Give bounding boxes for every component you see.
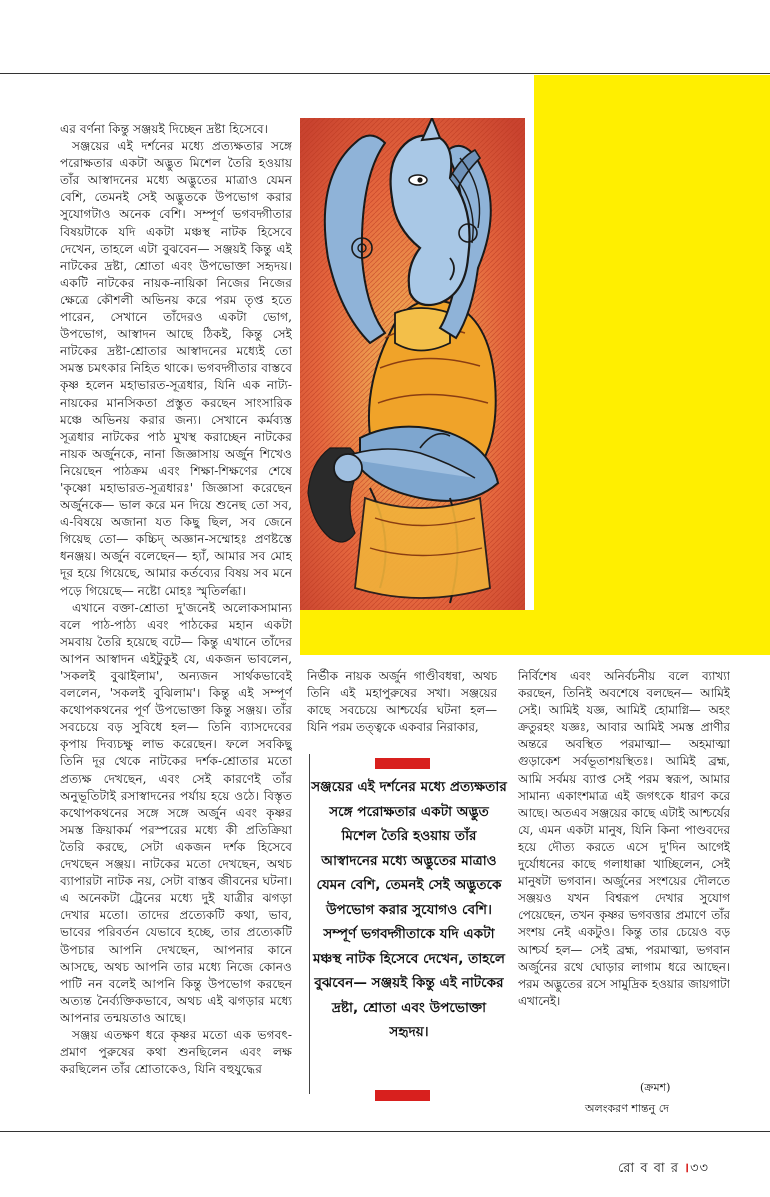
top-rule xyxy=(0,73,770,74)
page-number: ৩৩ xyxy=(690,1161,709,1176)
illustration-svg xyxy=(300,118,525,610)
article-right-column xyxy=(518,668,730,1068)
paragraph: নির্ভীক নায়ক অর্জুন গাণ্ডীবধন্বা, অথচ তিনি এই মহাপুরুষের সখা। সঞ্জয়ের কাছে সবচেয়ে আশ্চর্যের ঘটনা হল— যিনি পরম তত্ত্বকে একবার নিরাকার, xyxy=(307,669,497,734)
paragraph: এর বর্ণনা কিন্তু সঞ্জয়ই দিচ্ছেন দ্রষ্টা হিসেবে। xyxy=(60,122,268,136)
article-middle-column xyxy=(307,668,497,738)
paragraph: নির্বিশেষ এবং অনির্বচনীয় বলে ব্যাখ্যা করছেন, তিনিই অবশেষে বলছেন— আমিই সেই। আমিই যজ্ঞ, আমিই হোমাগ্নি— অহং ক্রতুরহং যজ্ঞঃ, আবার আমিই সমস্ত প্রাণীর অন্তরে অবস্থিত পরমাত্মা— অহমাত্মা গুড়াকেশ সর্বভূতাশয়স্থিতঃ। আমিই ব্রহ্ম, আমি সর্বময় ব্যাপ্ত সেই পরম স্বরূপ, আমার সামান্য একাংশমাত্র এই জগৎকে ধারণ করে আছে। অতএব সঞ্জয়ের কাছে এটাই আশ্চর্যের যে, এমন একটা মানুষ, যিনি কিনা পাণ্ডবদের হয়ে দৌত্য করতে এসে দু'দিন আগেই দুর্যোধনের কাছে গলাধাক্কা খাচ্ছিলেন, সেই মানুষটা ভগবান। অর্জুনের সংশয়ের দৌলতে সঞ্জয়ও যখন বিশ্বরূপ দেখার সুযোগ পেয়েছেন, তখন কৃষ্ণর ভগবত্তার প্রমাণে তাঁর সংশয় নেই একটুও। কিন্তু তার চেয়েও বড় আশ্চর্য হল— সেই ব্রহ্ম, পরমাত্মা, ভগবান অর্জুনের রথে ঘোড়ার লাগাম ধরে আছেন। পরম অদ্ভুতের রসে সামুদ্রিক হওয়ার জায়গাটা এখানেই। xyxy=(518,669,730,1008)
paragraph: এখানে বক্তা-শ্রোতা দু'জনেই অলোকসামান্য বলে পাঠ-পাঠ্য এবং পাঠকের মহান একটা সমবায় তৈরি হয়েছে বটে— কিন্তু এখানে তাঁদের আপন আস্বাদন এইটুকুই যে, একজন ভাবলেন, 'সকলই বুঝাইলাম', অন্যজন সার্থকভাবেই বললেন, 'সকলই বুঝিলাম'। কিন্তু এই সম্পূর্ণ কথোপকথনের পূর্ণ উপভোক্তা কিন্তু সঞ্জয়। তাঁর সবচেয়ে বড় সুবিধে হল— তিনি ব্যাসদেবের কৃপায় দিব্যচক্ষু লাভ করেছেন। ফলে সবকিছু তিনি দূর থেকে নাটকের দর্শক-শ্রোতার মতো প্রত্যক্ষ দেখছেন, এবং সেই কারণেই তাঁর অনুভূতিটাই রসাস্বাদনের পর্যায় হয়ে ওঠে। বিস্তৃত কথোপকথনের সঙ্গে সঙ্গে অর্জুন এবং কৃষ্ণর সমস্ত ক্রিয়াকর্ম পরস্পরের মধ্যে কী প্রতিক্রিয়া তৈরি করছে, সেটা একজন দর্শক হিসেবে দেখছেন সঞ্জয়। নাটকের মতো দেখছেন, অথচ ব্যাপারটা নাটক নয়, সেটা বাস্তব জীবনের ঘটনা। এ অনেকটা ট্রেনের মধ্যে দুই যাত্রীর ঝগড়া দেখার মতো। তাদের প্রত্যেকটি কথা, ভাব, ভাবের পরিবর্তন যেভাবে হচ্ছে, তার প্রত্যেকটি উপচার আপনি দেখছেন, আপনার কানে আসছে, অথচ আপনি তার মধ্যে নিজে কোনও পাটি নন বলেই আপনি কিন্তু উপভোগ করছেন অত্যন্ত নৈর্ব্যক্তিকভাবে, অথচ এই ঝগড়ার মধ্যে আপনার তন্ময়তাও আছে। xyxy=(60,600,292,1025)
paragraph: সঞ্জয় এতক্ষণ ধরে কৃষ্ণর মতো এক ভগবৎ-প্রমাণ পুরুষের কথা শুনছিলেন এবং লক্ষ করছিলেন তাঁর শ্রোতাকেও, যিনি বহুযুদ্ধের xyxy=(60,1027,292,1077)
footer-separator: । xyxy=(684,1161,691,1176)
pull-quote-text: সঞ্জয়ের এই দর্শনের মধ্যে প্রত্যক্ষতার সঙ্গে পরোক্ষতার একটা অদ্ভুত মিশেল তৈরি হওয়ায় তাঁর আস্বাদনের মধ্যে অদ্ভুতের মাত্রাও যেমন বেশি, তেমনই সেই অদ্ভুতকে উপভোগ করার সুযোগও বেশি। সম্পূর্ণ ভগবদ্গীতাকে যদি একটা মঞ্চস্থ নাটক হিসেবে দেখেন, তাহলে বুঝবেন— সঞ্জয়ই কিন্তু এই নাটকের দ্রষ্টা, শ্রোতা এবং উপভোক্তা সহৃদয়। xyxy=(311,779,507,1040)
pull-quote xyxy=(305,742,507,1112)
red-bar-bottom xyxy=(375,1090,430,1101)
page-footer xyxy=(618,1158,709,1180)
magazine-name: রো ব বা র xyxy=(618,1161,679,1176)
yellow-accent-strip xyxy=(300,610,535,655)
yellow-accent-block xyxy=(534,75,770,655)
article-left-column xyxy=(60,121,292,1121)
bottom-rule xyxy=(0,1131,770,1132)
illustration-krishna-carrying-figure xyxy=(300,118,525,610)
illustration-credit: অলংকরণ শান্তনু দে xyxy=(585,1102,669,1115)
paragraph: সঞ্জয়ের এই দর্শনের মধ্যে প্রত্যক্ষতার সঙ্গে পরোক্ষতার একটা অদ্ভুত মিশেল তৈরি হওয়ায় তাঁর আস্বাদনের মধ্যে অদ্ভুতের মাত্রাও যেমন বেশি, তেমনই সেই অদ্ভুতকে উপভোগ করার সুযোগটাও অনেক বেশি। সম্পূর্ণ ভগবদ্গীতার বিষয়টাকে যদি একটা মঞ্চস্থ নাটক হিসেবে দেখেন, তাহলে এটা বুঝবেন— সঞ্জয়ই কিন্তু এই নাটকের দ্রষ্টা, শ্রোতা এবং উপভোক্তা সহৃদয়। একটি নাটকের নায়ক-নায়িকা নিজের নিজের ক্ষেত্রে কৌশলী অভিনয় করে পরম তৃপ্ত হতে পারেন, সেখানে তাঁদেরও একটা ভোগ, উপভোগ, আস্বাদন আছে ঠিকই, কিন্তু সেই নাটকের দ্রষ্টা-শ্রোতার আস্বাদনের মধ্যেই তো সমস্ত চমৎকার নিহিত থাকে। ভগবদ্গীতার বাস্তবে কৃষ্ণ হলেন মহাভারত-সূত্রধার, যিনি এক নাট্য-নায়কের মানসিকতা প্রস্তুত করছেন সাংসারিক মঞ্চে অভিনয় করার জন্য। সেখানে কর্মব্যস্ত সূত্রধার নাটকের পাঠ মুখস্থ করাচ্ছেন নাটকের নায়ক অর্জুনকে, নানা জিজ্ঞাসায় অর্জুন শিখেও নিয়েছেন পাঠক্রম এবং শিক্ষা-শিক্ষণের শেষে 'কৃষ্ণো মহাভারত-সূত্রধারঃ' জিজ্ঞাসা করেছেন অর্জুনকে— ভাল করে মন দিয়ে শুনেছ তো সব, এ-বিষয়ে অজানা যত কিছু ছিল, সব জেনে গিয়েছ তো— কচ্চিদ্ অজ্ঞান-সম্মোহঃ প্রণষ্টস্তে ধনঞ্জয়। অর্জুন বলেছেন— হ্যাঁ, আমার সব মোহ দূর হয়ে গিয়েছে, আমার কর্তব্যের বিষয় সব মনে পড়ে গিয়েছে— নষ্টো মোহঃ স্মৃতির্লব্ধা। xyxy=(60,139,292,598)
column-divider xyxy=(309,754,310,1094)
red-bar-top xyxy=(375,758,430,769)
continued-note: (ক্রমশ) xyxy=(640,1081,671,1094)
